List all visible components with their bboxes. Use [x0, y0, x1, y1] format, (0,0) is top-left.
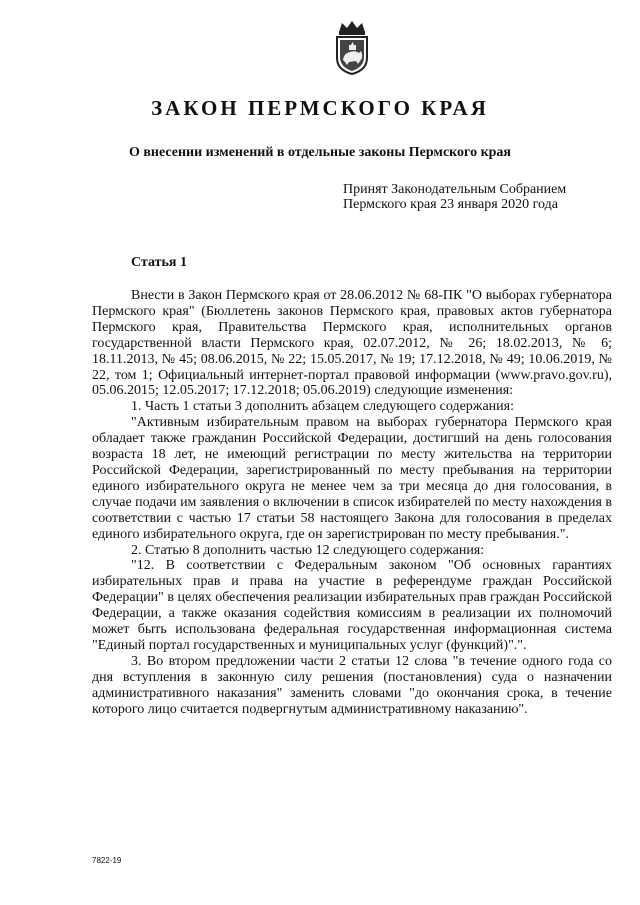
article-heading: Статья 1 — [131, 255, 187, 270]
article-paragraph: 1. Часть 1 статьи 3 дополнить абзацем следующего содержания: — [131, 399, 514, 415]
document-code: 7822-19 — [92, 856, 122, 865]
adoption-line-2: Пермского края 23 января 2020 года — [343, 197, 558, 212]
article-paragraph: 2. Статью 8 дополнить частью 12 следующего содержания: — [131, 542, 485, 558]
adoption-note — [343, 182, 566, 212]
coat-of-arms-icon — [331, 20, 373, 76]
page-title: ЗАКОН ПЕРМСКОГО КРАЯ — [151, 96, 489, 120]
article-paragraph: Внести в Закон Пермского края от 28.06.2012 № 68-ПК "О выборах губернатора Пермского края" (Бюллетень законов Пермского края, правовых актов губернатора Пермского края, Правительства Пермского края, исполнительных органов государственной власти Пермского края, 02.07.2012, № 26; 18.02.2013, № 6; 18.11.2013, № 45; 08.06.2015, № 22; 15.05.2017, № 19; 17.12.2018, № 49; 10.06.2019, № 22, том 1; Официальный интернет-портал правовой информации (www.pravo.gov.ru), 05.06.2015; 12.05.2017; 17.12.2018; 05.06.2019) следующие изменения: — [92, 288, 612, 399]
adoption-line-1: Принят Законодательным Собранием — [343, 182, 567, 197]
article-paragraph: "12. В соответствии с Федеральным законом "Об основных гарантиях избирательных прав и права на участие в референдуме граждан Российской Федерации" в целях обеспечения реализации избирательных прав граждан Российской Федерации, а также оказания содействия комиссиям в реализации их полномочий может быть использована федеральная государственная информационная система "Единый портал государственных и муниципальных услуг (функций)".". — [92, 558, 612, 653]
article-paragraph: "Активным избирательным правом на выборах губернатора Пермского края обладает также гражданин Российской Федерации, достигший на день голосования возраста 18 лет, не имеющий регистрации по месту жительства на территории Российской Федерации, зарегистрированный по месту пребывания на территории единого избирательного округа не менее чем за три месяца до дня голосования, в случае подачи им заявления о включении в список избирателей по месту нахождения в соответствии с частью 17 статьи 58 настоящего Закона для голосования в пределах единого избирательного округа, где он зарегистрирован по месту пребывания.". — [92, 415, 612, 542]
article-body — [92, 288, 612, 717]
article-paragraph: 3. Во втором предложении части 2 статьи 12 слова "в течение одного года со дня вступления в законную силу решения (постановления) суда о назначении административного наказания" заменить словами "до окончания срока, в течение которого лицо считается подвергнутым административному наказанию". — [92, 653, 612, 717]
law-subtitle: О внесении изменений в отдельные законы Пермского края — [128, 145, 511, 160]
